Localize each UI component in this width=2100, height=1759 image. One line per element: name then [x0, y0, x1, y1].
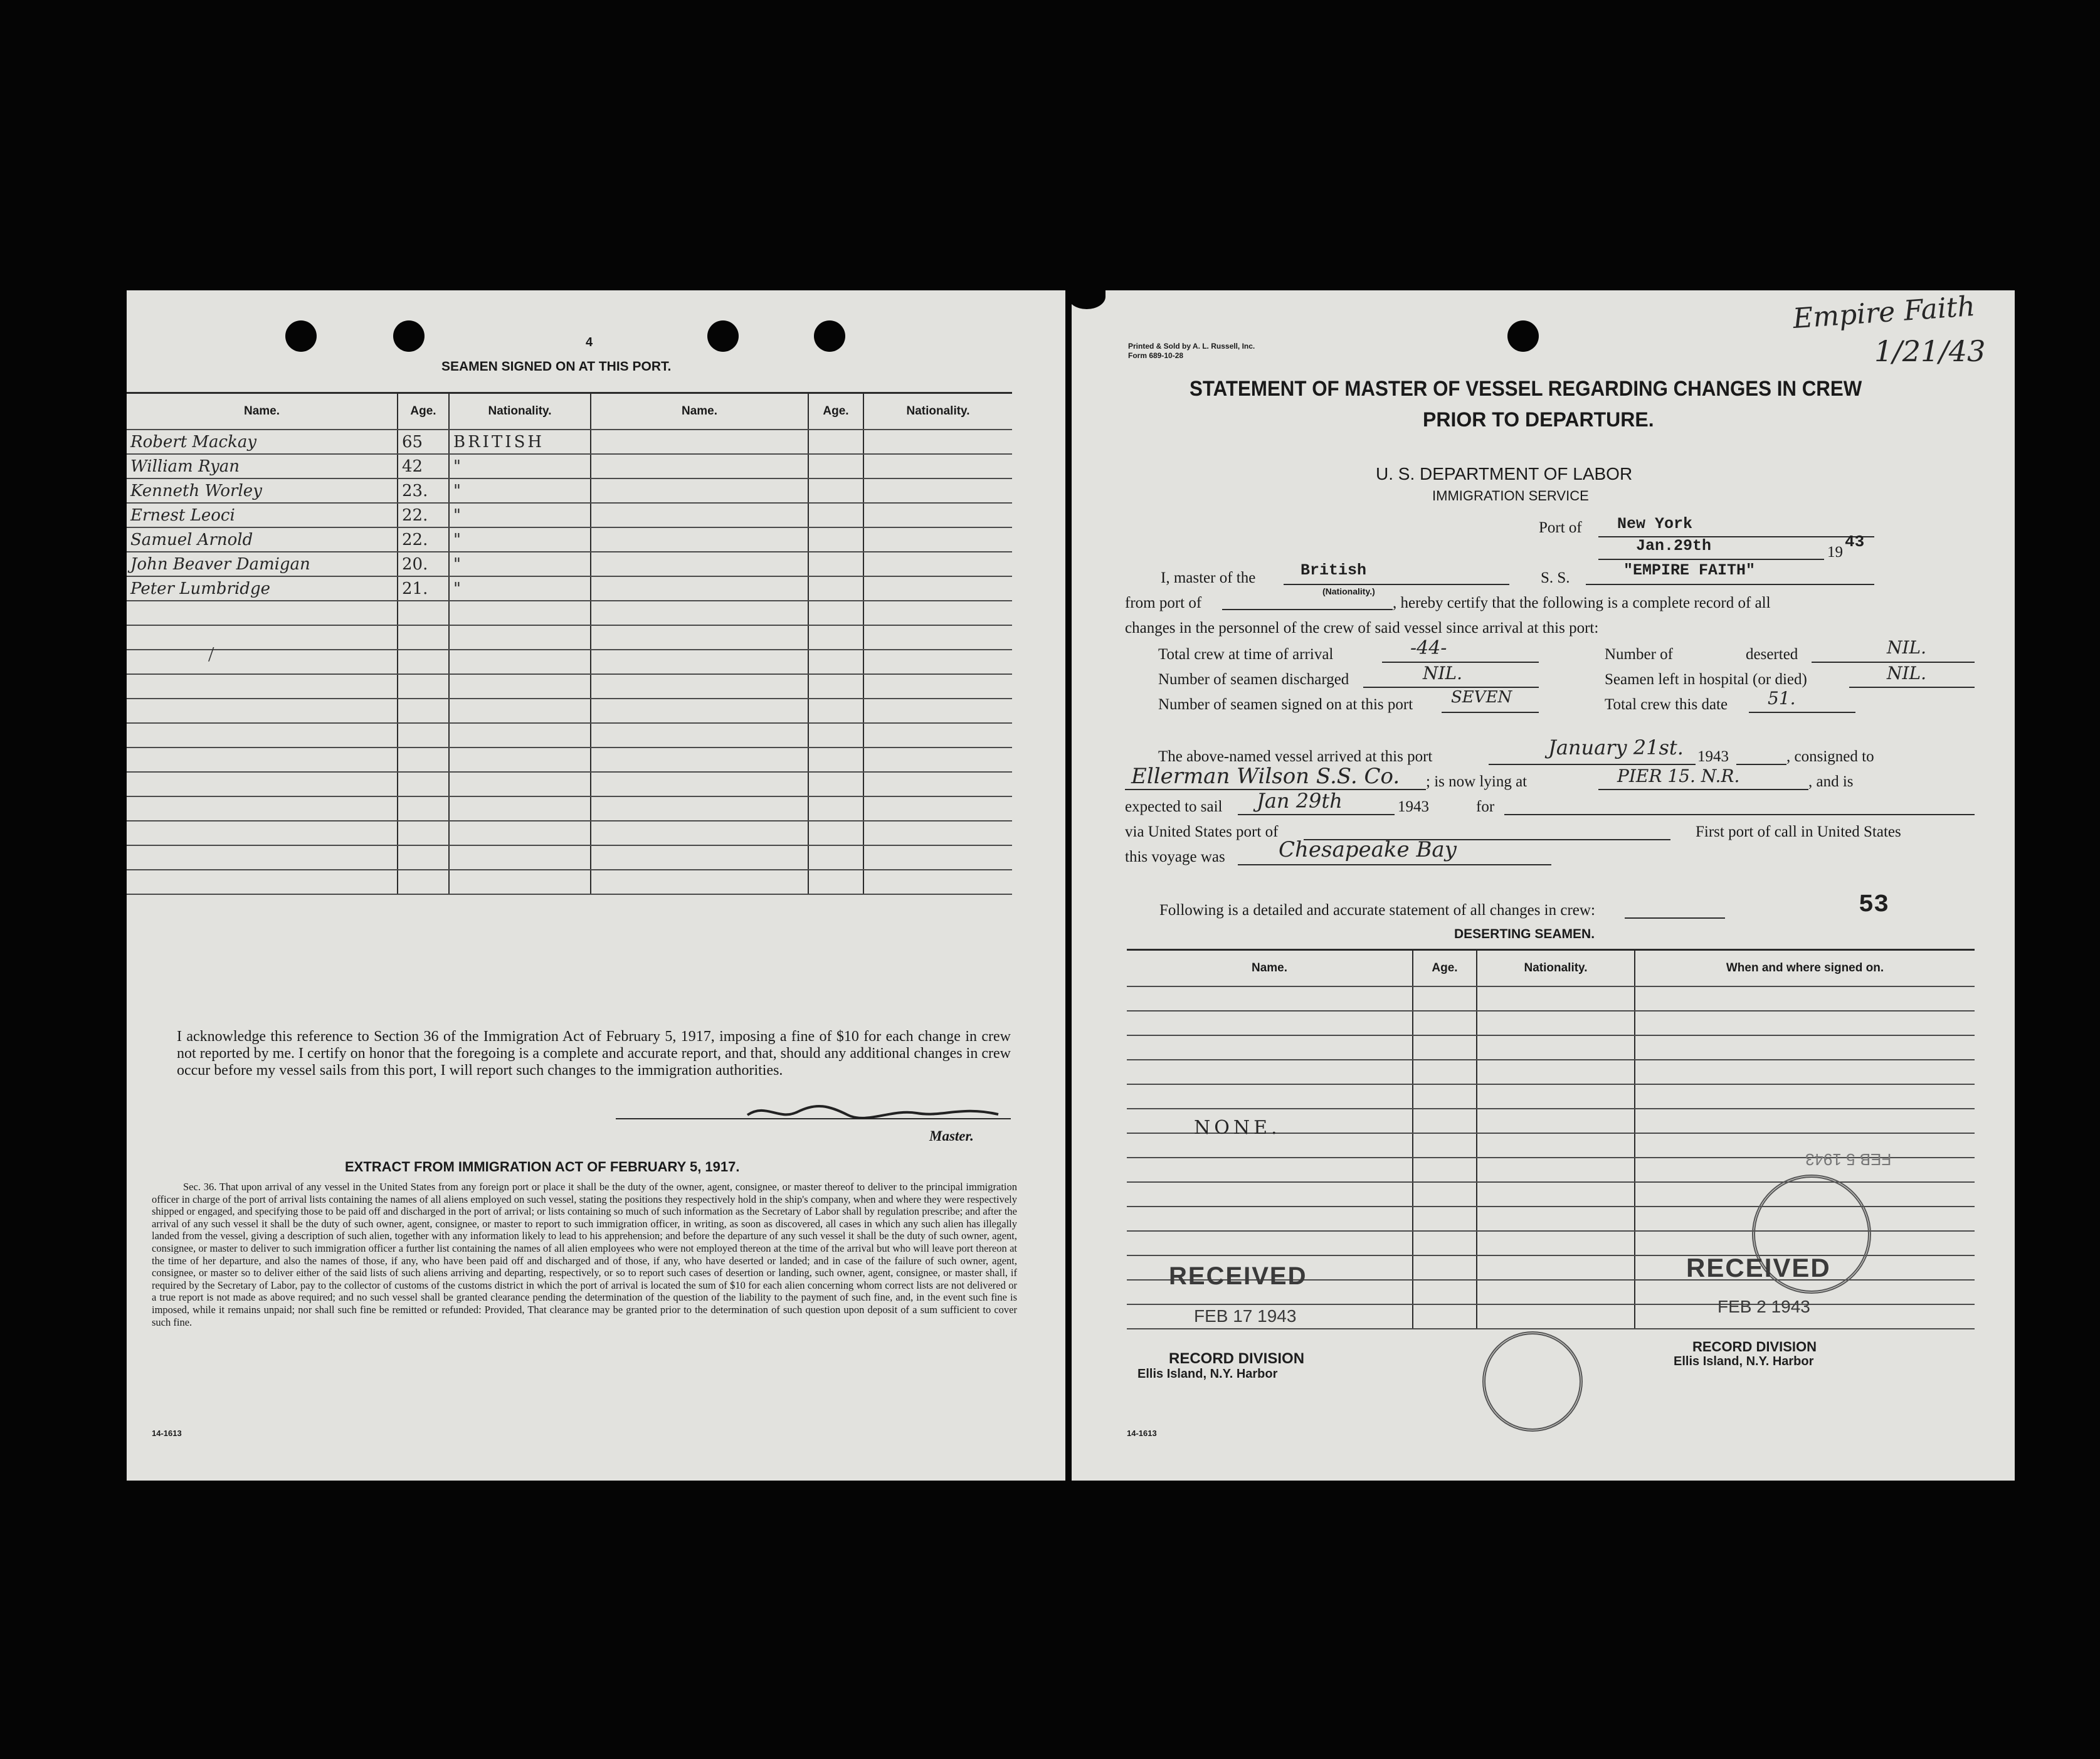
empty-cell — [1413, 1255, 1477, 1280]
arrived-value: January 21st. — [1548, 736, 1684, 759]
form-number: 14-1613 — [1127, 1429, 1157, 1438]
empty-cell — [863, 650, 1012, 674]
empty-cell — [1127, 1084, 1413, 1109]
empty-cell — [127, 772, 398, 796]
seaman-name: Samuel Arnold — [127, 527, 398, 552]
empty-cell — [127, 601, 398, 625]
discharged-label: Number of seamen discharged — [1158, 671, 1349, 688]
empty-cell — [1477, 1182, 1635, 1207]
port-label: Port of — [1539, 519, 1582, 536]
received-stamp: RECEIVED — [1686, 1253, 1831, 1282]
voyage-line — [1238, 864, 1551, 865]
empty-cell — [1477, 1255, 1635, 1280]
column-header: Age. — [808, 393, 863, 430]
empty-cell — [127, 747, 398, 772]
empty-cell — [591, 699, 808, 723]
arrived-label: The above-named vessel arrived at this port — [1158, 748, 1433, 765]
deserted-label: deserted — [1746, 646, 1798, 663]
empty-cell — [591, 821, 808, 845]
printer-line: Printed & Sold by A. L. Russell, Inc. — [1128, 342, 1255, 351]
empty-cell — [591, 430, 808, 454]
empty-cell — [591, 747, 808, 772]
empty-cell — [808, 576, 863, 601]
master-of-label: I, master of the — [1161, 569, 1256, 586]
seaman-age: 65 — [398, 430, 449, 454]
empty-cell — [591, 674, 808, 699]
total-crew-date-line — [1749, 712, 1855, 713]
empty-cell — [1413, 1231, 1477, 1255]
empty-cell — [863, 552, 1012, 576]
extract-title: EXTRACT FROM IMMIGRATION ACT OF FEBRUARY 5, 1917. — [345, 1159, 740, 1175]
column-header: Age. — [1413, 950, 1477, 987]
empty-cell — [127, 723, 398, 747]
empty-cell — [1477, 1207, 1635, 1231]
corner-handwritten-date: 1/21/43 — [1874, 334, 1986, 368]
seaman-name: William Ryan — [127, 454, 398, 478]
empty-cell — [863, 674, 1012, 699]
empty-cell — [1413, 1207, 1477, 1231]
acknowledgement-text: I acknowledge this reference to Section 36 of the Immigration Act of February 5, 1917, imposing a fine of $10 for each change in crew not reported by me. I certify on honor that the foregoing is a complete and accurate report, and that, should any additional changes in crew occur before my vessel sails from this port, I will report such changes to the immigration authorities. — [177, 1028, 1011, 1079]
empty-cell — [863, 796, 1012, 821]
table-row — [127, 796, 1012, 821]
empty-cell — [449, 723, 591, 747]
department-name: U. S. DEPARTMENT OF LABOR — [1376, 464, 1633, 483]
for-line — [1504, 814, 1975, 815]
table-row — [127, 503, 1012, 527]
seaman-name: Kenneth Worley — [127, 478, 398, 503]
empty-cell — [591, 772, 808, 796]
empty-cell — [1477, 1109, 1635, 1133]
empty-cell — [398, 796, 449, 821]
changes-text: changes in the personnel of the crew of said vessel since arrival at this port: — [1125, 620, 1599, 637]
empty-cell — [1413, 1084, 1477, 1109]
empty-cell — [1477, 1084, 1635, 1109]
empty-cell — [398, 772, 449, 796]
column-header: Name. — [591, 393, 808, 430]
seaman-age: 22. — [398, 527, 449, 552]
handwritten-mark: / — [208, 643, 214, 666]
empty-cell — [1477, 1158, 1635, 1182]
year-value: 43 — [1845, 532, 1865, 551]
empty-cell — [1127, 1011, 1413, 1035]
empty-cell — [591, 454, 808, 478]
left-page — [127, 290, 1065, 1481]
none-entry: NONE. — [1194, 1117, 1281, 1139]
table-row — [127, 723, 1012, 747]
record-division-label: RECORD DIVISION — [1692, 1339, 1817, 1355]
empty-cell — [1477, 1011, 1635, 1035]
empty-cell — [398, 650, 449, 674]
empty-cell — [1635, 1060, 1975, 1084]
date-value: Jan.29th — [1636, 537, 1712, 555]
empty-cell — [1413, 1280, 1477, 1304]
column-header: Name. — [127, 393, 398, 430]
faint-date-stamp: FEB 5 1943 — [1805, 1150, 1892, 1169]
empty-cell — [449, 796, 591, 821]
empty-cell — [1477, 986, 1635, 1011]
table-row — [127, 772, 1012, 796]
deserting-title: DESERTING SEAMEN. — [1454, 927, 1595, 941]
table-row — [127, 699, 1012, 723]
empty-cell — [591, 576, 808, 601]
empty-cell — [808, 796, 863, 821]
empty-cell — [1635, 1084, 1975, 1109]
for-label: for — [1476, 798, 1495, 815]
signed-on-value: SEVEN — [1451, 688, 1512, 707]
empty-cell — [591, 503, 808, 527]
punch-hole — [814, 320, 845, 352]
table-row — [127, 674, 1012, 699]
empty-cell — [808, 772, 863, 796]
empty-cell — [449, 747, 591, 772]
empty-cell — [808, 650, 863, 674]
received-stamp: RECEIVED — [1169, 1262, 1307, 1290]
empty-cell — [398, 674, 449, 699]
page-title: SEAMEN SIGNED ON AT THIS PORT. — [441, 359, 672, 374]
seaman-name: Ernest Leoci — [127, 503, 398, 527]
punch-hole — [1507, 320, 1539, 352]
empty-cell — [1635, 1035, 1975, 1060]
empty-cell — [1127, 1207, 1413, 1231]
ship-line — [1586, 584, 1874, 585]
arrived-line — [1489, 764, 1696, 765]
form-number: 14-1613 — [152, 1429, 182, 1438]
empty-cell — [1413, 1304, 1477, 1329]
empty-cell — [863, 772, 1012, 796]
table-row — [127, 430, 1012, 454]
arrived-year-line — [1736, 764, 1786, 765]
corner-handwritten-name: Empire Faith — [1791, 290, 1976, 335]
from-port-line — [1222, 609, 1393, 610]
column-header: Name. — [1127, 950, 1413, 987]
ship-name-value: "EMPIRE FAITH" — [1623, 561, 1756, 579]
seaman-nationality: " — [449, 552, 591, 576]
empty-cell — [127, 674, 398, 699]
empty-cell — [808, 747, 863, 772]
empty-cell — [808, 674, 863, 699]
table-row — [127, 576, 1012, 601]
empty-cell — [808, 503, 863, 527]
empty-cell — [398, 625, 449, 650]
and-is-label: , and is — [1808, 773, 1854, 790]
empty-cell — [127, 821, 398, 845]
empty-cell — [449, 674, 591, 699]
empty-cell — [808, 870, 863, 894]
table-row — [1127, 1060, 1975, 1084]
page-number: 4 — [586, 335, 593, 349]
seaman-nationality: " — [449, 527, 591, 552]
seaman-age: 42 — [398, 454, 449, 478]
empty-cell — [127, 845, 398, 870]
empty-cell — [808, 454, 863, 478]
seaman-name: John Beaver Damigan — [127, 552, 398, 576]
deserted-value: NIL. — [1887, 637, 1927, 658]
empty-cell — [449, 772, 591, 796]
empty-cell — [863, 723, 1012, 747]
date-line — [1598, 559, 1824, 560]
total-crew-date-value: 51. — [1768, 688, 1796, 709]
empty-cell — [1477, 1231, 1635, 1255]
empty-cell — [1413, 1158, 1477, 1182]
empty-cell — [449, 625, 591, 650]
consignee-value: Ellerman Wilson S.S. Co. — [1131, 764, 1400, 789]
empty-cell — [808, 723, 863, 747]
empty-cell — [1413, 986, 1477, 1011]
empty-cell — [127, 796, 398, 821]
empty-cell — [808, 478, 863, 503]
column-header: Nationality. — [863, 393, 1012, 430]
empty-cell — [398, 845, 449, 870]
empty-cell — [398, 870, 449, 894]
consigned-label: , consigned to — [1786, 748, 1874, 765]
table-row — [127, 552, 1012, 576]
empty-cell — [1413, 1182, 1477, 1207]
total-crew-arrival-value: -44- — [1410, 637, 1447, 659]
hospital-value: NIL. — [1887, 663, 1927, 684]
total-crew-arrival-label: Total crew at time of arrival — [1158, 646, 1334, 663]
empty-cell — [808, 430, 863, 454]
empty-cell — [591, 870, 808, 894]
certify-text: , hereby certify that the following is a complete record of all — [1393, 594, 1771, 611]
empty-cell — [1413, 1035, 1477, 1060]
port-value: New York — [1617, 515, 1693, 533]
sail-year: 1943 — [1398, 798, 1429, 815]
seaman-nationality: " — [449, 478, 591, 503]
form-title-line1: STATEMENT OF MASTER OF VESSEL REGARDING CHANGES IN CREW — [1190, 377, 1862, 401]
table-row — [127, 478, 1012, 503]
hospital-line — [1849, 687, 1975, 688]
column-header: When and where signed on. — [1635, 950, 1975, 987]
empty-cell — [449, 601, 591, 625]
table-row — [127, 650, 1012, 674]
empty-cell — [1413, 1011, 1477, 1035]
empty-cell — [449, 870, 591, 894]
empty-cell — [808, 527, 863, 552]
page-tear — [1068, 284, 1105, 309]
table-row — [127, 747, 1012, 772]
seaman-age: 20. — [398, 552, 449, 576]
hospital-label: Seamen left in hospital (or died) — [1605, 671, 1807, 688]
number-stamp: 53 — [1859, 891, 1889, 919]
harbor-label: Ellis Island, N.Y. Harbor — [1674, 1355, 1814, 1368]
empty-cell — [591, 625, 808, 650]
seaman-age: 21. — [398, 576, 449, 601]
received-stamp-date: FEB 17 1943 — [1194, 1306, 1297, 1326]
seaman-name: Peter Lumbridge — [127, 576, 398, 601]
arrived-year: 1943 — [1697, 748, 1729, 765]
empty-cell — [863, 870, 1012, 894]
empty-cell — [127, 625, 398, 650]
empty-cell — [127, 699, 398, 723]
empty-cell — [1477, 1060, 1635, 1084]
seaman-age: 23. — [398, 478, 449, 503]
service-name: IMMIGRATION SERVICE — [1432, 488, 1589, 504]
empty-cell — [1635, 1109, 1975, 1133]
empty-cell — [1127, 1035, 1413, 1060]
voyage-label: this voyage was — [1125, 848, 1225, 865]
table-row — [1127, 1011, 1975, 1035]
empty-cell — [127, 650, 398, 674]
empty-cell — [863, 699, 1012, 723]
empty-cell — [591, 552, 808, 576]
empty-cell — [1477, 1133, 1635, 1158]
empty-cell — [449, 845, 591, 870]
empty-cell — [863, 478, 1012, 503]
punch-hole — [393, 320, 425, 352]
empty-cell — [1127, 1060, 1413, 1084]
empty-cell — [863, 845, 1012, 870]
table-row — [127, 845, 1012, 870]
received-stamp-date: FEB 2 1943 — [1717, 1297, 1810, 1316]
empty-cell — [863, 527, 1012, 552]
empty-cell — [1413, 1133, 1477, 1158]
punch-hole — [707, 320, 739, 352]
voyage-value: Chesapeake Bay — [1279, 837, 1457, 862]
sail-line — [1238, 814, 1395, 815]
nationality-value: British — [1301, 561, 1367, 579]
empty-cell — [449, 650, 591, 674]
first-port-label: First port of call in United States — [1696, 823, 1901, 840]
empty-cell — [808, 552, 863, 576]
empty-cell — [1477, 1280, 1635, 1304]
sail-value: Jan 29th — [1257, 789, 1343, 813]
following-text: Following is a detailed and accurate statement of all changes in crew: — [1159, 902, 1595, 919]
empty-cell — [863, 821, 1012, 845]
empty-cell — [398, 723, 449, 747]
empty-cell — [591, 723, 808, 747]
empty-cell — [1477, 1035, 1635, 1060]
empty-cell — [1635, 986, 1975, 1011]
seaman-name: Robert Mackay — [127, 430, 398, 454]
empty-cell — [1635, 1133, 1975, 1158]
table-row — [127, 454, 1012, 478]
empty-cell — [1127, 1158, 1413, 1182]
lying-value: PIER 15. N.R. — [1617, 766, 1740, 786]
empty-cell — [591, 845, 808, 870]
empty-cell — [863, 454, 1012, 478]
via-label: via United States port of — [1125, 823, 1279, 840]
record-division-label: RECORD DIVISION — [1169, 1350, 1305, 1367]
table-row — [127, 625, 1012, 650]
master-signature — [741, 1099, 1005, 1124]
empty-cell — [808, 821, 863, 845]
nationality-line — [1284, 584, 1509, 585]
empty-cell — [398, 601, 449, 625]
right-page — [1072, 290, 2015, 1481]
empty-cell — [591, 478, 808, 503]
column-header: Age. — [398, 393, 449, 430]
empty-cell — [591, 650, 808, 674]
ss-label: S. S. — [1541, 569, 1570, 586]
from-port-label: from port of — [1125, 594, 1202, 611]
printer-form: Form 689-10-28 — [1128, 351, 1184, 360]
table-row — [1127, 1084, 1975, 1109]
seamen-signed-on-table — [127, 392, 1012, 895]
empty-cell — [1477, 1304, 1635, 1329]
empty-cell — [1127, 1231, 1413, 1255]
table-row — [1127, 986, 1975, 1011]
master-label: Master. — [929, 1128, 974, 1144]
table-row — [127, 527, 1012, 552]
empty-cell — [591, 601, 808, 625]
circular-seal — [1482, 1331, 1583, 1432]
empty-cell — [863, 625, 1012, 650]
seaman-nationality: " — [449, 576, 591, 601]
following-line — [1625, 917, 1725, 919]
table-row — [1127, 1035, 1975, 1060]
empty-cell — [808, 625, 863, 650]
signed-on-line — [1442, 712, 1539, 713]
total-crew-date-label: Total crew this date — [1605, 696, 1728, 713]
lying-label: ; is now lying at — [1426, 773, 1528, 790]
seaman-nationality: BRITISH — [449, 430, 591, 454]
empty-cell — [1635, 1011, 1975, 1035]
empty-cell — [398, 747, 449, 772]
table-row — [127, 870, 1012, 894]
empty-cell — [863, 430, 1012, 454]
empty-cell — [808, 601, 863, 625]
table-row — [127, 601, 1012, 625]
empty-cell — [398, 699, 449, 723]
empty-cell — [1127, 986, 1413, 1011]
empty-cell — [863, 747, 1012, 772]
signed-on-label: Number of seamen signed on at this port — [1158, 696, 1413, 713]
nationality-caption: (Nationality.) — [1322, 586, 1375, 596]
empty-cell — [1413, 1109, 1477, 1133]
empty-cell — [863, 503, 1012, 527]
seaman-nationality: " — [449, 454, 591, 478]
year-prefix: 19 — [1827, 544, 1843, 561]
table-row — [127, 821, 1012, 845]
harbor-label: Ellis Island, N.Y. Harbor — [1137, 1367, 1278, 1381]
punch-hole — [285, 320, 317, 352]
expected-label: expected to sail — [1125, 798, 1223, 815]
empty-cell — [863, 576, 1012, 601]
column-header: Nationality. — [449, 393, 591, 430]
empty-cell — [863, 601, 1012, 625]
lying-line — [1598, 789, 1808, 790]
empty-cell — [1413, 1060, 1477, 1084]
form-title-line2: PRIOR TO DEPARTURE. — [1423, 408, 1654, 431]
empty-cell — [591, 527, 808, 552]
empty-cell — [127, 870, 398, 894]
number-of-label: Number of — [1605, 646, 1673, 663]
empty-cell — [1127, 1182, 1413, 1207]
seaman-nationality: " — [449, 503, 591, 527]
empty-cell — [808, 845, 863, 870]
empty-cell — [808, 699, 863, 723]
empty-cell — [449, 821, 591, 845]
seaman-age: 22. — [398, 503, 449, 527]
empty-cell — [449, 699, 591, 723]
discharged-value: NIL. — [1423, 663, 1463, 684]
extract-text: Sec. 36. That upon arrival of any vessel in the United States from any foreign port or place it shall be the duty of the owner, agent, consignee, or master thereof to deliver to the principal immigration officer in charge of the port of arrival lists containing the names of all aliens employed on such vessel, stating the positions they respectively hold in the ship's company, when and where they were respectively shipped or engaged, and specifying those to be paid off and discharged in the port of arrival; or lists containing so much of such information as the Secretary of Labor shall by regulation prescribe; and after the arrival of any such vessel it shall be the duty of such owner, agent, consignee, or master to report to such immigration officer, in writing, as soon as discovered, all cases in which any such alien has illegally landed from the vessel, giving a description of such alien, together with any information likely to lead to his apprehension; and before the departure of any such vessel it shall be the duty of such owner, agent, consignee, or master to deliver to such immigration officer a further list containing the names of all alien employees who were not employed thereon at the time of the arrival but who will leave port thereon at the time of her departure, and also the names of those, if any, who have been paid off and discharged and of those, if any, who have deserted or landed; and in case of the failure of such owner, agent, consignee, or master so to deliver either of the said lists of such aliens arriving and departing, respectively, or so to report such cases of desertion or landing, such owner, agent, consignee, or master shall, if required by the Secretary of Labor, pay to the collector of customs of the customs district in which the port of arrival is located the sum of $10 for each alien concerning whom correct lists are not delivered or a true report is not made as above required; and no such vessel shall be granted clearance pending the determination of the question of the liability to the payment of such fine, and, in the event such fine is imposed, while it remains unpaid; nor shall such fine be remitted or refunded: Provided, That clearance may be granted prior to the determination of such question upon deposit of a sum sufficient to cover such fine. — [152, 1181, 1017, 1328]
empty-cell — [398, 821, 449, 845]
empty-cell — [591, 796, 808, 821]
column-header: Nationality. — [1477, 950, 1635, 987]
